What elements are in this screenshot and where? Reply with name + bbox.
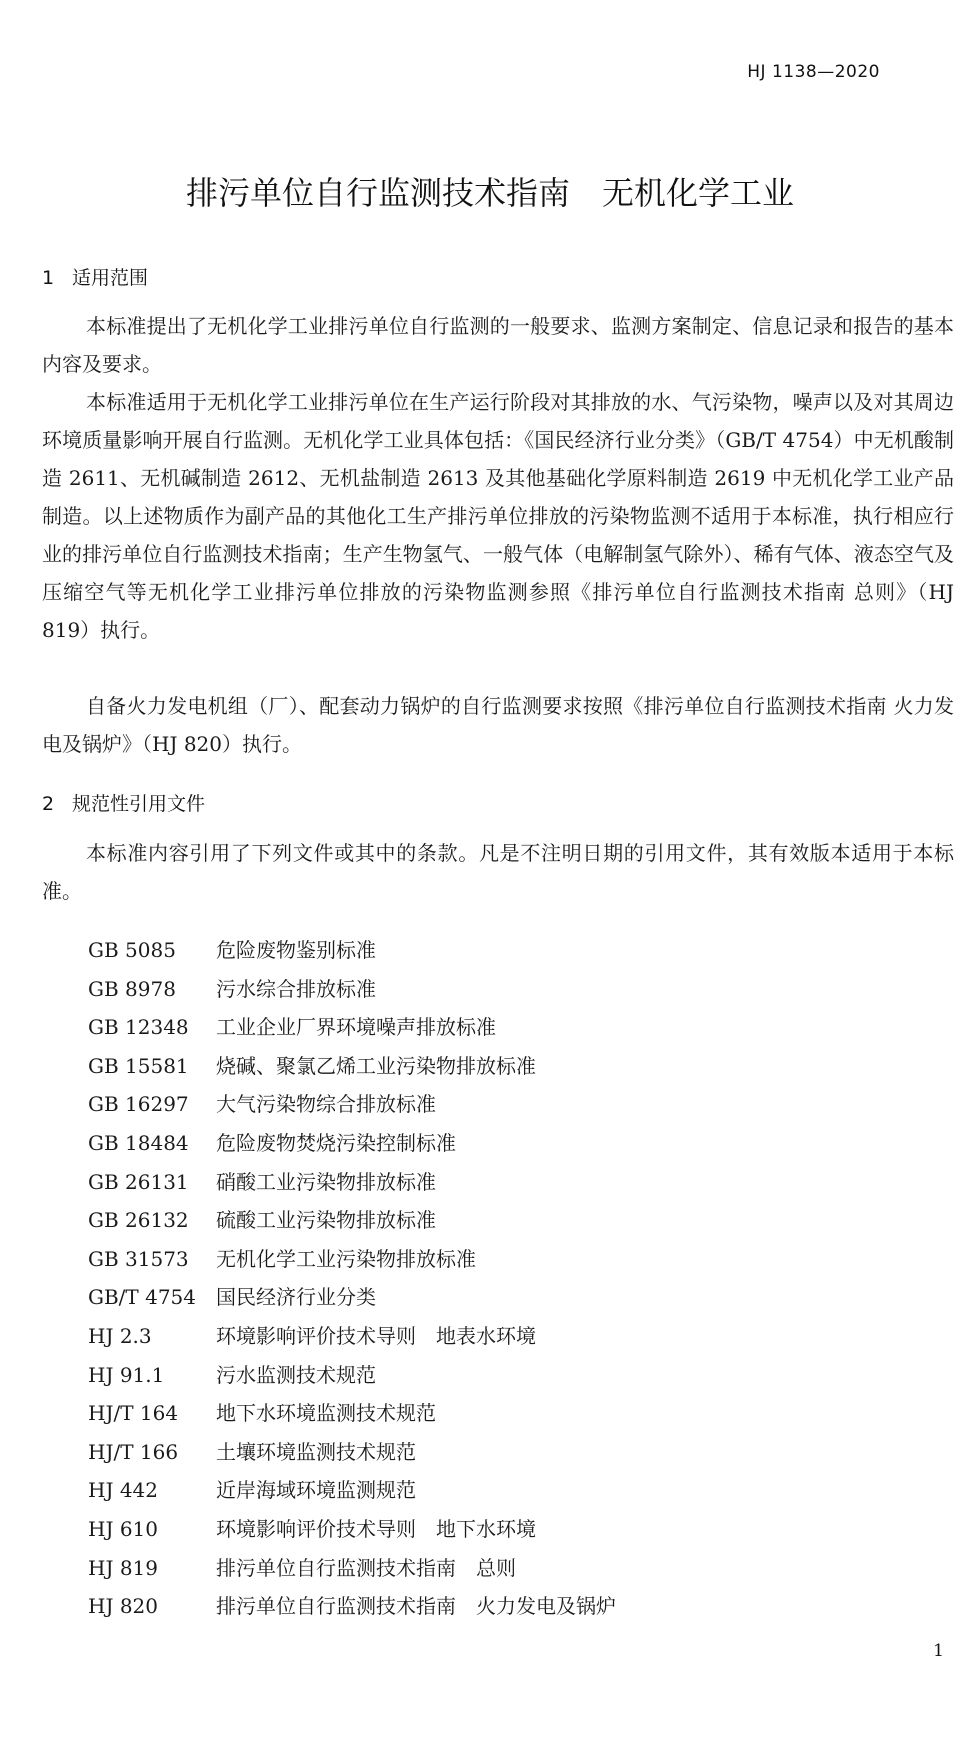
section-number: 2 [42,793,55,815]
reference-code: GB 26132 [88,1208,189,1233]
reference-code: HJ/T 166 [88,1439,179,1464]
reference-name: 土壤环境监测技术规范 [216,1439,416,1464]
reference-item [88,970,948,1009]
reference-code: GB 15581 [88,1053,189,1078]
reference-item [88,1240,948,1279]
page-number: 1 [933,1641,944,1661]
reference-item [88,1587,948,1626]
reference-name: 排污单位自行监测技术指南 总则 [216,1555,516,1580]
reference-item [88,1471,948,1510]
reference-code: GB 8978 [88,976,176,1001]
reference-item [88,1163,948,1202]
reference-code: HJ 91.1 [88,1362,165,1387]
reference-name: 危险废物焚烧污染控制标准 [216,1130,456,1155]
reference-item [88,1278,948,1317]
paragraph: 自备火力发电机组（厂）、配套动力锅炉的自行监测要求按照《排污单位自行监测技术指南 火力发电及锅炉》（HJ 820）执行。 [42,694,954,756]
standard-code: HJ 1138—2020 [747,62,880,82]
reference-code: GB 31573 [88,1246,189,1271]
section-heading-references [42,789,205,816]
reference-name: 地下水环境监测技术规范 [216,1401,436,1426]
reference-code: HJ 819 [88,1555,158,1580]
section-title: 规范性引用文件 [72,793,206,815]
reference-item [88,1008,948,1047]
reference-code: GB 18484 [88,1130,189,1155]
section-heading-scope [42,263,148,290]
paragraph: 本标准提出了无机化学工业排污单位自行监测的一般要求、监测方案制定、信息记录和报告的基本内容及要求。 [42,314,954,376]
reference-code: HJ 2.3 [88,1323,152,1348]
reference-item [88,1394,948,1433]
reference-item [88,1433,948,1472]
reference-code: GB 5085 [88,938,176,962]
reference-code: HJ 442 [88,1478,158,1503]
reference-code: GB 26131 [88,1169,189,1194]
reference-name: 烧碱、聚氯乙烯工业污染物排放标准 [216,1053,536,1078]
reference-list [88,931,948,1626]
section-title: 适用范围 [72,267,149,289]
reference-item [88,1085,948,1124]
reference-item [88,1201,948,1240]
reference-name: 污水监测技术规范 [216,1362,376,1387]
reference-code: HJ 610 [88,1516,158,1541]
reference-name: 环境影响评价技术导则 地下水环境 [216,1516,536,1541]
reference-name: 工业企业厂界环境噪声排放标准 [216,1015,496,1040]
reference-item [88,1549,948,1588]
reference-code: GB/T 4754 [88,1285,197,1310]
reference-item [88,1317,948,1356]
reference-name: 污水综合排放标准 [216,976,376,1001]
reference-name: 硝酸工业污染物排放标准 [216,1169,436,1194]
paragraph: 本标准适用于无机化学工业排污单位在生产运行阶段对其排放的水、气污染物，噪声以及对其周边环境质量影响开展自行监测。无机化学工业具体包括：《国民经济行业分类》（GB/T 4754）中无机酸制造 2611、无机碱制造 2612、无机盐制造 2613 及其他基础化学原料制造 2619 中无机化学工业产品制造。以上述物质作为副产品的其他化工生产排污单位排放的污染物监测不适用于本标准，执行相应行业的排污单位自行监测技术指南；生产生物氢气、一般气体（电解制氢气除外）、稀有气体、液态空气及压缩空气等无机化学工业排污单位排放的污染物监测参照《排污单位自行监测技术指南 总则》（HJ 819）执行。 [42,390,954,642]
reference-name: 排污单位自行监测技术指南 火力发电及锅炉 [216,1594,616,1619]
reference-code: HJ 820 [88,1594,158,1619]
reference-name: 硫酸工业污染物排放标准 [216,1208,436,1233]
reference-item [88,931,948,970]
reference-name: 近岸海域环境监测规范 [216,1478,416,1503]
reference-name: 危险废物鉴别标准 [216,938,376,962]
reference-name: 无机化学工业污染物排放标准 [216,1246,476,1271]
reference-item [88,1124,948,1163]
reference-name: 大气污染物综合排放标准 [216,1092,436,1117]
reference-code: HJ/T 164 [88,1401,179,1426]
section-number: 1 [42,267,55,289]
paragraph: 本标准内容引用了下列文件或其中的条款。凡是不注明日期的引用文件，其有效版本适用于本标准。 [42,841,954,903]
reference-name: 环境影响评价技术导则 地表水环境 [216,1323,536,1348]
reference-item [88,1047,948,1086]
reference-code: GB 16297 [88,1092,189,1117]
document-title: 排污单位自行监测技术指南 无机化学工业 [185,174,794,212]
reference-name: 国民经济行业分类 [216,1285,376,1310]
reference-item [88,1510,948,1549]
reference-item [88,1356,948,1395]
reference-code: GB 12348 [88,1015,189,1040]
